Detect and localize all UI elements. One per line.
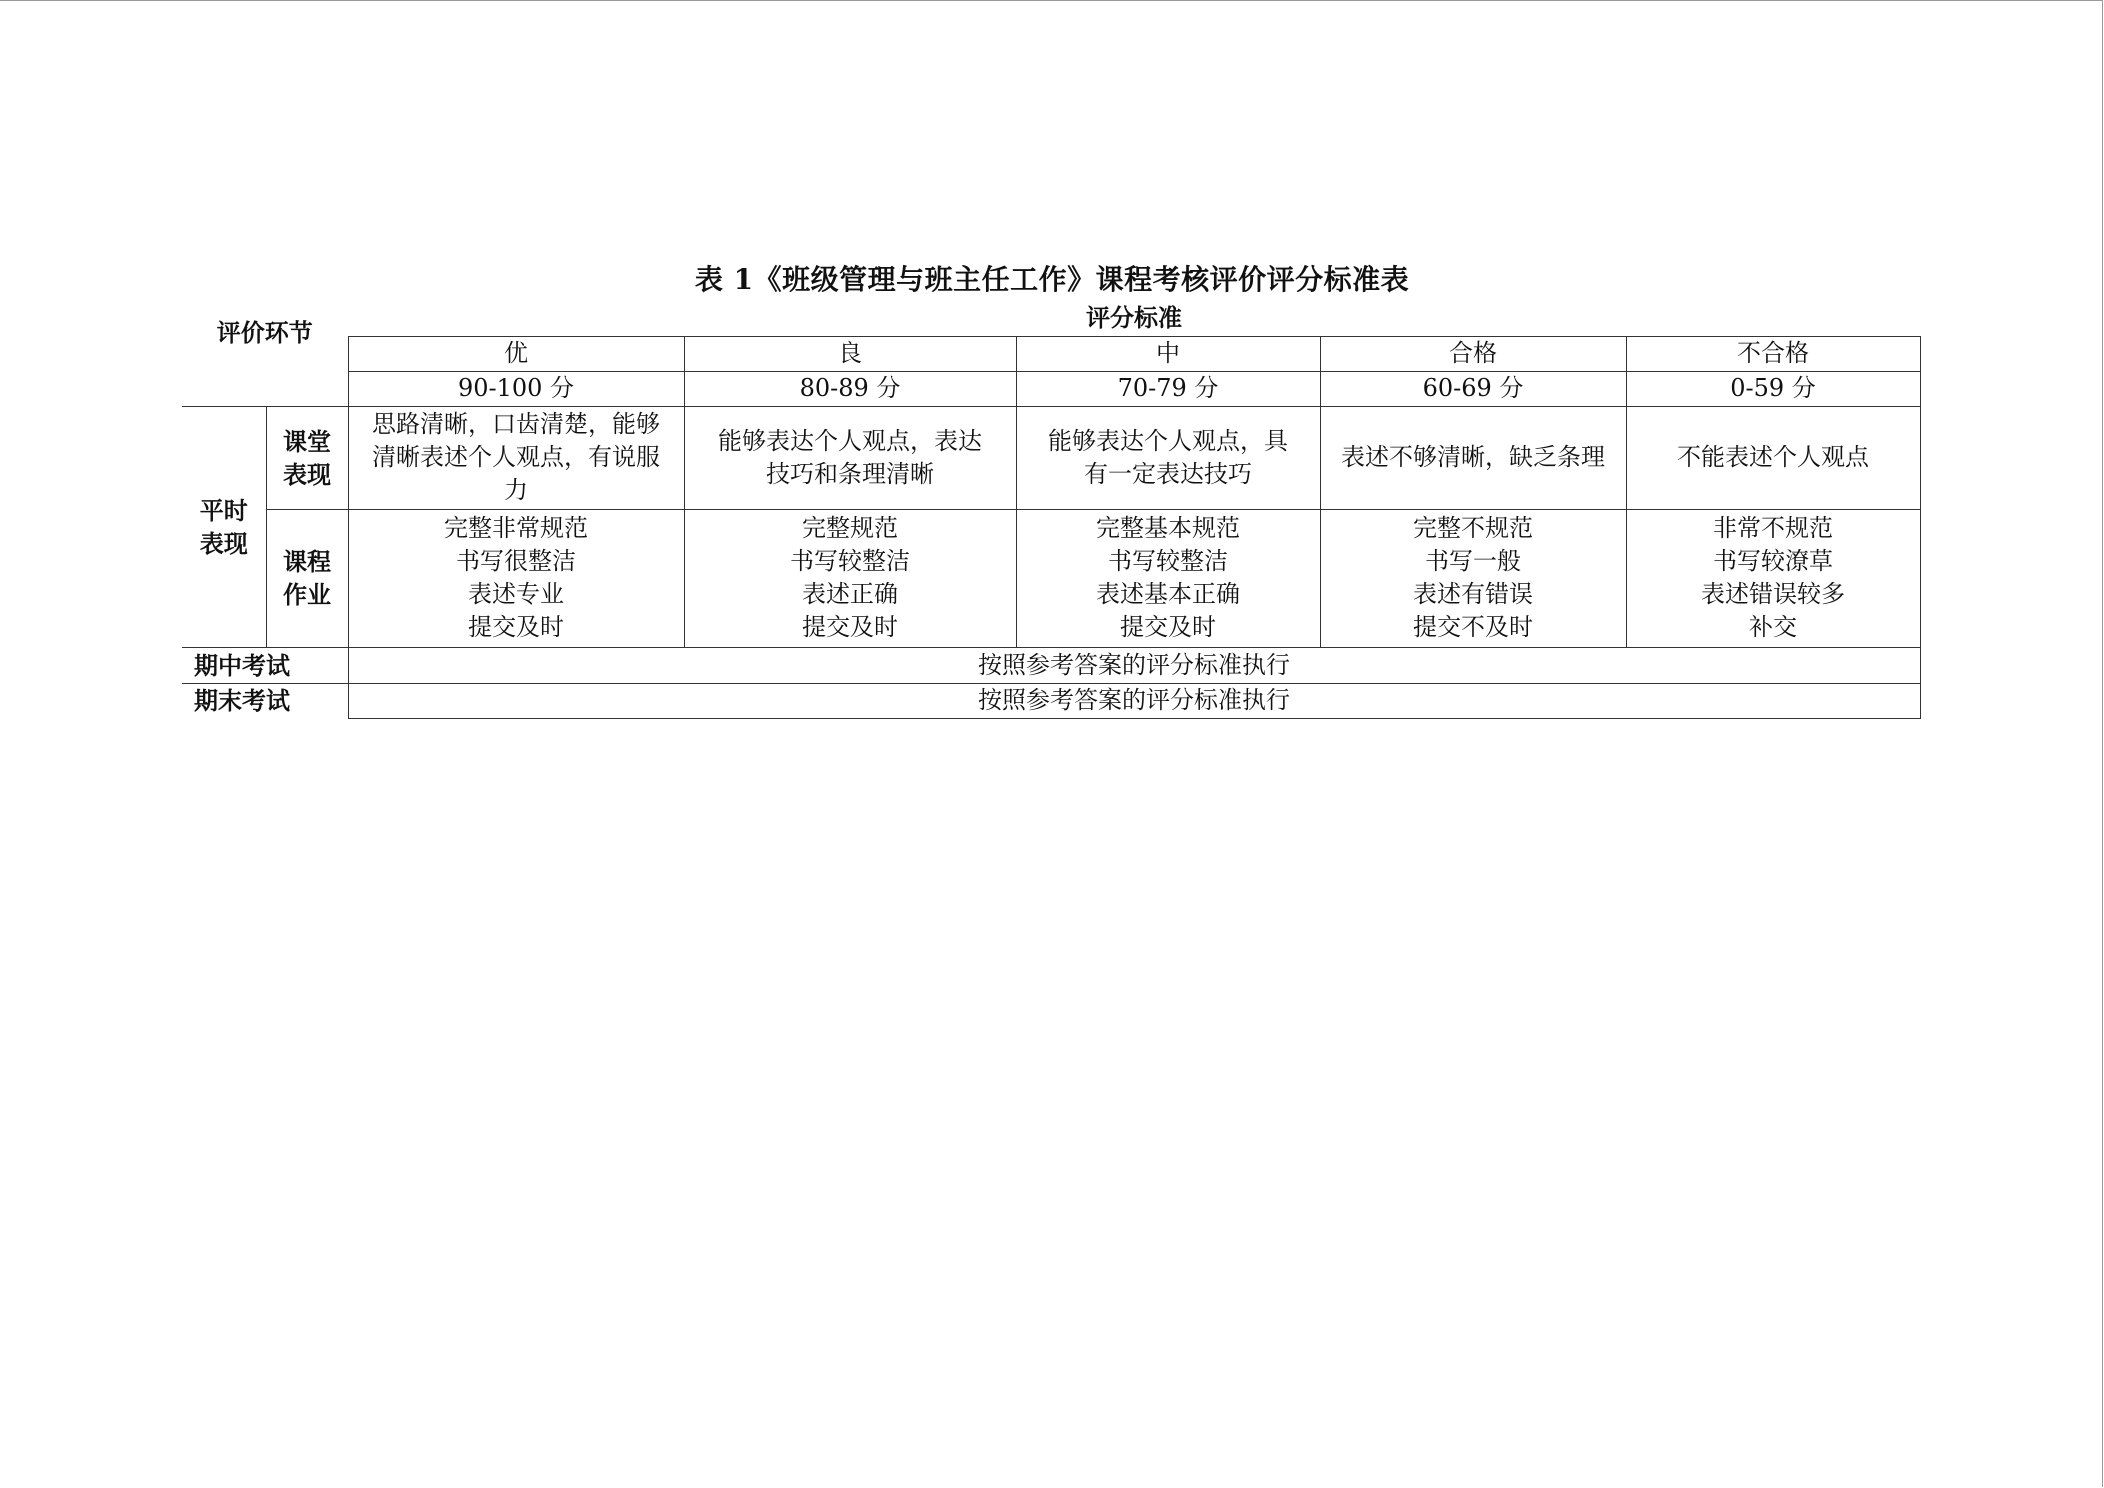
midterm-row [182, 647, 1920, 683]
document-title: 表 1《班级管理与班主任工作》课程考核评价评分标准表 [694, 263, 1410, 296]
grade-good: 良 [684, 336, 1016, 371]
final-exam-standard: 按照参考答案的评分标准执行 [348, 683, 1920, 718]
classroom-row [182, 406, 1920, 509]
midterm-exam-label: 期中考试 [182, 647, 348, 683]
grading-standards-table [182, 300, 1921, 719]
homework-excellent-line: 提交及时 [468, 613, 564, 641]
homework-excellent-line: 书写很整洁 [456, 547, 576, 575]
homework-medium [1016, 509, 1320, 647]
classroom-excellent: 思路清晰，口齿清楚，能够清晰表述个人观点，有说服力 [348, 406, 684, 509]
homework-medium-line: 书写较整洁 [1108, 547, 1228, 575]
homework-medium-line: 完整基本规范 [1096, 514, 1240, 542]
final-exam-label: 期末考试 [182, 683, 348, 718]
grade-excellent: 优 [348, 336, 684, 371]
grade-header-row [182, 336, 1920, 371]
score-range-pass: 60-69 分 [1320, 371, 1626, 406]
score-range-good: 80-89 分 [684, 371, 1016, 406]
grade-fail: 不合格 [1626, 336, 1920, 371]
midterm-exam-standard: 按照参考答案的评分标准执行 [348, 647, 1920, 683]
homework-fail-line: 补交 [1749, 613, 1797, 641]
homework-fail [1626, 509, 1920, 647]
homework-pass-line: 书写一般 [1425, 547, 1521, 575]
homework-good-line: 表述正确 [802, 580, 898, 608]
homework-fail-line: 书写较潦草 [1713, 547, 1833, 575]
homework-good [684, 509, 1016, 647]
homework-fail-line: 非常不规范 [1713, 514, 1833, 542]
homework-good-line: 完整规范 [802, 514, 898, 542]
classroom-pass: 表述不够清晰，缺乏条理 [1320, 406, 1626, 509]
score-range-excellent: 90-100 分 [348, 371, 684, 406]
score-range-row [182, 371, 1920, 406]
homework-excellent [348, 509, 684, 647]
homework-good-line: 提交及时 [802, 613, 898, 641]
scoring-standard-header: 评分标准 [348, 300, 1920, 336]
homework-pass-line: 表述有错误 [1413, 580, 1533, 608]
homework-row [182, 509, 1920, 647]
classroom-good: 能够表达个人观点，表达技巧和条理清晰 [684, 406, 1016, 509]
homework-fail-line: 表述错误较多 [1701, 580, 1845, 608]
classroom-fail: 不能表述个人观点 [1626, 406, 1920, 509]
grade-pass: 合格 [1320, 336, 1626, 371]
grade-medium: 中 [1016, 336, 1320, 371]
homework-pass-line: 完整不规范 [1413, 514, 1533, 542]
homework-pass [1320, 509, 1626, 647]
homework-good-line: 书写较整洁 [790, 547, 910, 575]
daily-performance-label: 平时 表现 [182, 406, 266, 647]
classroom-medium: 能够表达个人观点，具有一定表达技巧 [1016, 406, 1320, 509]
classroom-performance-label: 课堂 表现 [266, 406, 348, 509]
header-row-group [182, 300, 1920, 336]
final-row [182, 683, 1920, 718]
homework-pass-line: 提交不及时 [1413, 613, 1533, 641]
homework-label: 课程 作业 [266, 509, 348, 647]
homework-excellent-line: 完整非常规范 [444, 514, 588, 542]
homework-medium-line: 表述基本正确 [1096, 580, 1240, 608]
homework-medium-line: 提交及时 [1120, 613, 1216, 641]
homework-excellent-line: 表述专业 [468, 580, 564, 608]
score-range-medium: 70-79 分 [1016, 371, 1320, 406]
score-range-fail: 0-59 分 [1626, 371, 1920, 406]
evaluation-stage-header: 评价环节 [182, 300, 348, 406]
